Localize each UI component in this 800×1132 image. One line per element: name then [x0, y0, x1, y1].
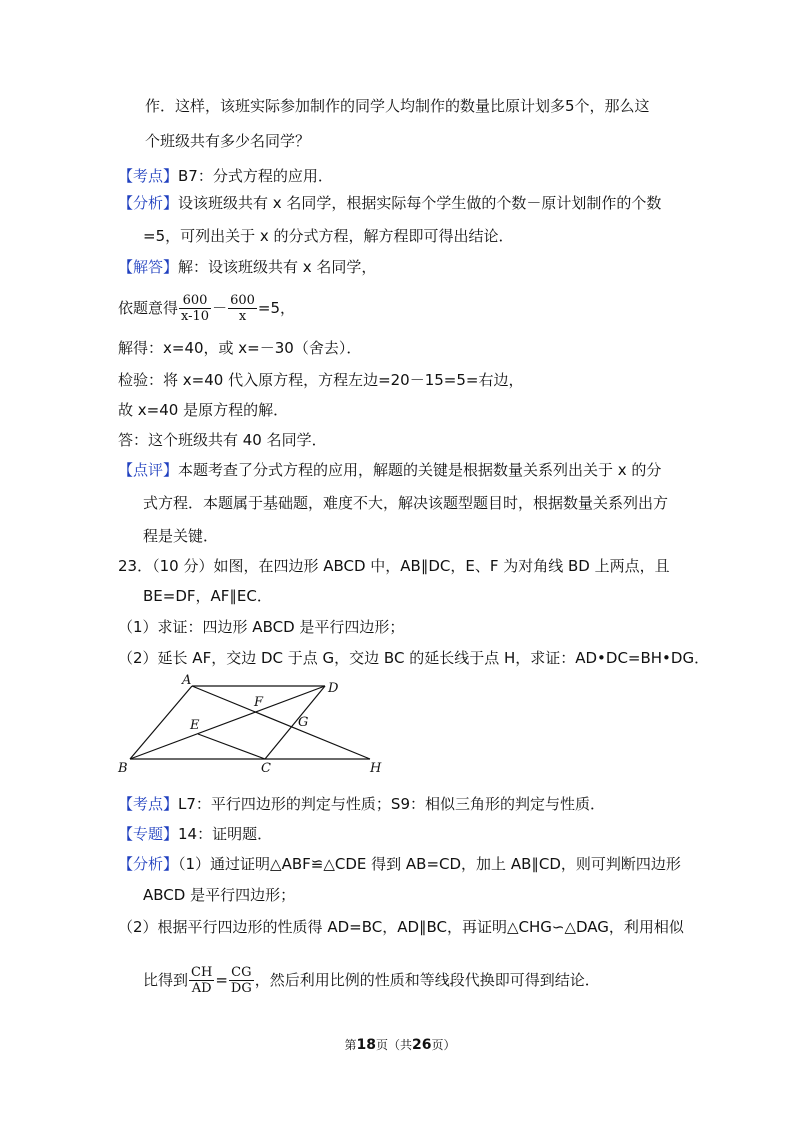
fraction-numerator: CG	[229, 965, 254, 981]
page-total: 26	[412, 1037, 432, 1053]
equation	[118, 288, 800, 328]
fenxi-text: 设该班级共有 x 名同学，根据实际每个学生做的个数－原计划制作的个数	[178, 194, 662, 212]
fraction-numerator: 600	[179, 293, 211, 309]
text-line: 个班级共有多少名同学？	[145, 132, 311, 150]
kaodian-tag: 【考点】	[118, 167, 179, 185]
label-a: A	[182, 674, 192, 688]
text-line: 作．这样，该班实际参加制作的同学人均制作的数量比原计划多5个，那么这	[145, 97, 650, 115]
fenxi-text: （1）通过证明△ABF≌△CDE 得到 AB=CD，加上 AB∥CD，则可判断四边形	[178, 855, 681, 873]
segment-ec	[198, 734, 265, 759]
dianping	[118, 460, 800, 482]
text-line: BE=DF，AF∥EC．	[143, 587, 272, 605]
text-line: 答：这个班级共有 40 名同学．	[118, 431, 327, 449]
text-line: 式方程．本题属于基础题，难度不大，解决该题型题目时，根据数量关系列出方	[143, 494, 669, 512]
kaodian-tag: 【考点】	[118, 795, 179, 813]
kaodian-text: B7：分式方程的应用．	[178, 167, 333, 185]
page-number: 18	[356, 1037, 376, 1053]
jieda-tag: 【解答】	[118, 258, 179, 276]
eq-minus: －	[212, 299, 228, 317]
text-line: 程是关键．	[143, 527, 219, 545]
fraction-denominator: AD	[191, 981, 212, 996]
fenxi-tag: 【分析】	[118, 194, 179, 212]
zhuanti	[118, 824, 800, 846]
page-footer	[0, 1036, 800, 1053]
ratio-suffix: ，然后利用比例的性质和等线段代换即可得到结论．	[254, 971, 600, 989]
fraction-numerator: 600	[230, 293, 255, 308]
kaodian-2	[118, 794, 800, 816]
question-23-part-1: （1）求证：四边形 ABCD 是平行四边形；	[118, 618, 405, 636]
zhuanti-text: 14：证明题．	[178, 825, 273, 843]
fraction	[189, 965, 214, 996]
dianping-tag: 【点评】	[118, 461, 179, 479]
text-line: 故 x=40 是原方程的解．	[118, 401, 289, 419]
question-23-part-2: （2）延长 AF，交边 DC 于点 G，交边 BC 的延长线于点 H，求证：AD•DC=BH•DG．	[118, 649, 710, 667]
eq-suffix: =5，	[257, 299, 296, 317]
label-b: B	[118, 761, 128, 776]
fenxi-tag: 【分析】	[118, 855, 179, 873]
kaodian-1	[118, 166, 800, 188]
dianping-text: 本题考查了分式方程的应用，解题的关键是根据数量关系列出关于 x 的分	[178, 461, 662, 479]
fraction-numerator: CH	[191, 965, 213, 980]
text-line: 解得：x=40，或 x=－30（舍去）．	[118, 339, 362, 357]
fraction-denominator: DG	[230, 981, 252, 996]
question-23: 23．（10 分）如图，在四边形 ABCD 中，AB∥DC，E、F 为对角线 BD 上两点，且	[118, 557, 670, 575]
fenxi-2	[118, 854, 800, 876]
footer-post: 页）	[431, 1038, 456, 1052]
text-line: ABCD 是平行四边形；	[143, 886, 296, 904]
jieda	[118, 257, 800, 279]
zhuanti-tag: 【专题】	[118, 825, 179, 843]
fraction	[179, 293, 211, 324]
ratio-equals: =	[215, 971, 228, 989]
label-d: D	[328, 681, 339, 696]
fraction-denominator: x	[238, 309, 247, 324]
kaodian-text: L7：平行四边形的判定与性质；S9：相似三角形的判定与性质．	[178, 795, 605, 813]
label-h: H	[370, 761, 382, 776]
footer-pre: 第	[344, 1038, 357, 1052]
text-line: 检验：将 x=40 代入原方程，方程左边=20－15=5=右边，	[118, 371, 524, 389]
label-g: G	[298, 715, 309, 730]
segment-ab	[130, 686, 192, 759]
footer-mid: 页（共	[375, 1038, 412, 1052]
label-c: C	[261, 761, 271, 776]
ratio-prefix: 比得到	[143, 971, 189, 989]
label-f: F	[254, 695, 264, 710]
geometry-figure	[110, 674, 400, 778]
segment-ah	[192, 686, 370, 759]
text-line: （2）根据平行四边形的性质得 AD=BC，AD∥BC，再证明△CHG∽△DAG，利用相似	[118, 918, 684, 936]
label-e: E	[190, 718, 200, 733]
fraction-denominator: x-10	[181, 309, 210, 324]
text-line: =5，可列出关于 x 的分式方程，解方程即可得出结论．	[143, 227, 514, 245]
fraction	[229, 965, 254, 996]
jieda-text: 解：设该班级共有 x 名同学，	[178, 258, 377, 276]
fenxi-1	[118, 193, 800, 215]
fraction	[228, 293, 257, 324]
eq-prefix: 依题意得	[118, 299, 179, 317]
ratio-line	[143, 960, 800, 1000]
